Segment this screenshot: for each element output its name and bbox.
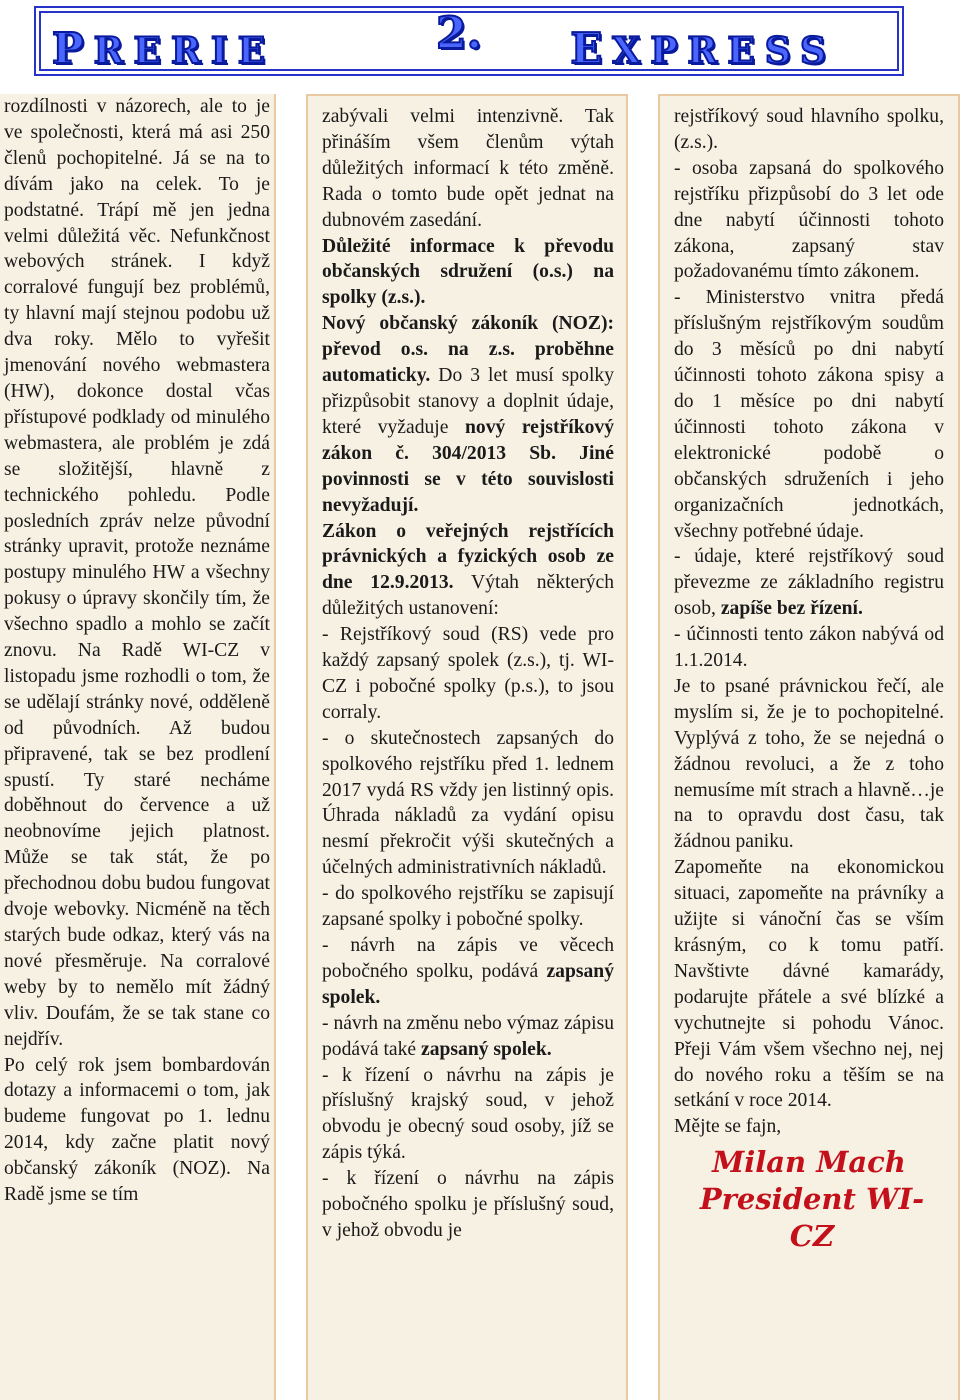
article-column-2 — [306, 94, 628, 1400]
emphasis-text: nový rejstříkový zákon č. 304/2013 Sb. Jiné povinnosti se v této souvislosti nevyžadují. — [322, 416, 614, 516]
col3-paragraph — [674, 674, 944, 855]
issue-number: 2. — [436, 8, 482, 59]
emphasis-text: Zákon o veřejných rejstřících právnických a fyzických osob ze dne 12.9.2013. — [322, 520, 614, 594]
col1-paragraph — [4, 94, 270, 1053]
body-text: - údaje, které rejstříkový soud převezme ze základního registru osob, — [674, 546, 944, 620]
emphasis-text: Nový občanský zákoník (NOZ): převod o.s. na z.s. proběhne automaticky. — [322, 313, 614, 387]
body-text: - k řízení o návrhu na zápis pobočného spolku je příslušný soud, v jehož obvodu je — [322, 1168, 614, 1241]
body-text: Je to psané právnickou řečí, ale myslím si, že je to pochopitelné. Vyplývá z toho, že se nejedná o žádnou revoluci, a že z toho nemusíme mít strach a hlavně…je na to opravdu dost času, tak žádnou paniku. — [674, 675, 944, 853]
body-text: - Ministerstvo vnitra předá příslušným rejstříkovým soudům do 3 měsíců po dni nabytí účinnosti tohoto zákona spisy a do 1 měsíce po dni nabytí účinnosti tohoto zákona v elektronické podobě o občanských sdruženích i jeho organizačních jednotkách, všechny potřebné údaje. — [674, 287, 944, 542]
signature — [674, 1144, 944, 1255]
col2-paragraph — [322, 104, 614, 234]
body-text: Mějte se fajn, — [674, 1116, 782, 1138]
signature-title: President WI-CZ — [699, 1182, 925, 1254]
body-text: Zapomeňte na ekonomickou situaci, zapomeňte na právníky a užijte si vánoční čas se vším krásným, co k tomu patří. Navštivte dávné kamarády, podarujte přátele a své blízké a vychutnejte si pohodu Vánoc. Přeji Vám všem všechno nej, nej do nového roku a těším se na setkání v roce 2014. — [674, 857, 944, 1112]
body-text: - návrh na zápis ve věcech pobočného spolku, podává — [322, 935, 614, 982]
col3-paragraph — [674, 1114, 944, 1140]
col2-paragraph — [322, 1063, 614, 1167]
article-column-3-body — [674, 104, 944, 1140]
body-text: Po celý rok jsem bombardován dotazy a informacemi o tom, jak budeme fungovat po 1. lednu 2014, kdy začne platit nový občanský zákoník (NOZ). Na Radě jsme se tím — [4, 1054, 270, 1206]
body-text: rozdílnosti v názorech, ale to je ve společnosti, která má asi 250 členů pochopitelné. Já se na to dívám jako na celek. To je podstatné. Trápí mě jen jedna velmi důležitá věc. Nefunkčnost webových stránek. I když corralové fungují bez problémů, ty hlavní mají stejnou podobu už dva roky. Mělo to vyřešit jmenování nového webmastera (HW), dokonce dostal včas přístupové podklady od minulého webmastera, ale problém je zdá se složitější, hlavně z technického pohledu. Podle posledních zpráv nelze původní stránky upravit, protože neznáme postupy minulého HW a všechny pokusy o úpravy skončily tím, že všechno spadlo a mohlo se začít znovu. Na Radě WI-CZ v listopadu jsme rozhodli o tom, že se udělají stránky nové, odděleně od původních. Až budou připravené, tak se bez prodlení spustí. Ty staré necháme doběhnout do července a už neobnovíme jejich platnost. Může se tak stát, že po přechodnou dobu budou fungovat dvoje webovky. Nicméně na těch starých bude odkaz, který vás na nové přesměruje. Na corralové weby by to nemělo mít žádný vliv. Doufám, že se tak stane co nejdřív. — [4, 96, 270, 1050]
body-text: - návrh na změnu nebo výmaz zápisu podává také — [322, 1012, 614, 1060]
body-text: - k řízení o návrhu na zápis je příslušný krajský soud, v jehož obvodu je obecný soud osoby, jíž se zápis týká. — [322, 1064, 614, 1164]
col2-paragraph — [322, 881, 614, 933]
body-text: zabývali velmi intenzivně. Tak přináším všem členům výtah důležitých informací k této změně. Rada o tomto bude opět jednat na dubnovém zasedání. — [322, 106, 614, 231]
col2-paragraph — [322, 1011, 614, 1063]
col2-paragraph — [322, 1166, 614, 1244]
body-text: - účinnosti tento zákon nabývá od 1.1.2014. — [674, 624, 944, 672]
col2-paragraph — [322, 311, 614, 518]
col2-paragraph — [322, 726, 614, 881]
body-text: - osoba zapsaná do spolkového rejstříku přizpůsobí do 3 let ode dne nabytí účinnosti tohoto zákona, zapsaný stav požadovanému tímto zákonem. — [674, 157, 944, 283]
body-text: Výtah některých důležitých ustanovení: — [322, 572, 615, 620]
col2-paragraph — [322, 933, 614, 1011]
col3-paragraph — [674, 622, 944, 674]
col3-paragraph — [674, 156, 944, 286]
emphasis-text: Důležité informace k převodu občanských sdružení (o.s.) na spolky (z.s.). — [322, 235, 614, 309]
masthead-right-title: EXPRESS — [570, 24, 836, 73]
col3-paragraph — [674, 104, 944, 156]
col3-paragraph — [674, 544, 944, 622]
body-text: - o skutečnostech zapsaných do spolkového rejstříku před 1. lednem 2017 vydá RS vždy jen listinný opis. Úhrada nákladů za vydání opisu nesmí překročit výši skutečných a účelných administrativních nákladů. — [322, 727, 614, 879]
body-text: Do 3 let musí spolky přizpůsobit stanovy a doplnit údaje, které vyžaduje — [322, 365, 614, 438]
col3-paragraph — [674, 855, 944, 1114]
body-text: rejstříkový soud hlavního spolku, (z.s.). — [674, 106, 944, 153]
signature-name: Milan Mach — [712, 1145, 906, 1180]
masthead — [34, 6, 904, 76]
masthead-left-title: PRERIE — [52, 24, 276, 73]
article-column-3 — [658, 94, 960, 1400]
emphasis-text: zapíše bez řízení. — [720, 598, 863, 620]
col1-paragraph — [4, 1053, 270, 1208]
emphasis-text: zapsaný spolek. — [421, 1038, 552, 1060]
article-column-1 — [0, 94, 276, 1400]
col3-paragraph — [674, 285, 944, 544]
emphasis-text: zapsaný spolek. — [322, 960, 614, 1008]
col2-paragraph — [322, 234, 614, 312]
body-text: - do spolkového rejstříku se zapisují zapsané spolky i pobočné spolky. — [322, 883, 614, 931]
col2-paragraph — [322, 622, 614, 726]
col2-paragraph — [322, 519, 614, 623]
body-text: - Rejstříkový soud (RS) vede pro každý zapsaný spolek (z.s.), tj. WI-CZ i pobočné spolky (p.s.), to jsou corraly. — [322, 624, 614, 723]
